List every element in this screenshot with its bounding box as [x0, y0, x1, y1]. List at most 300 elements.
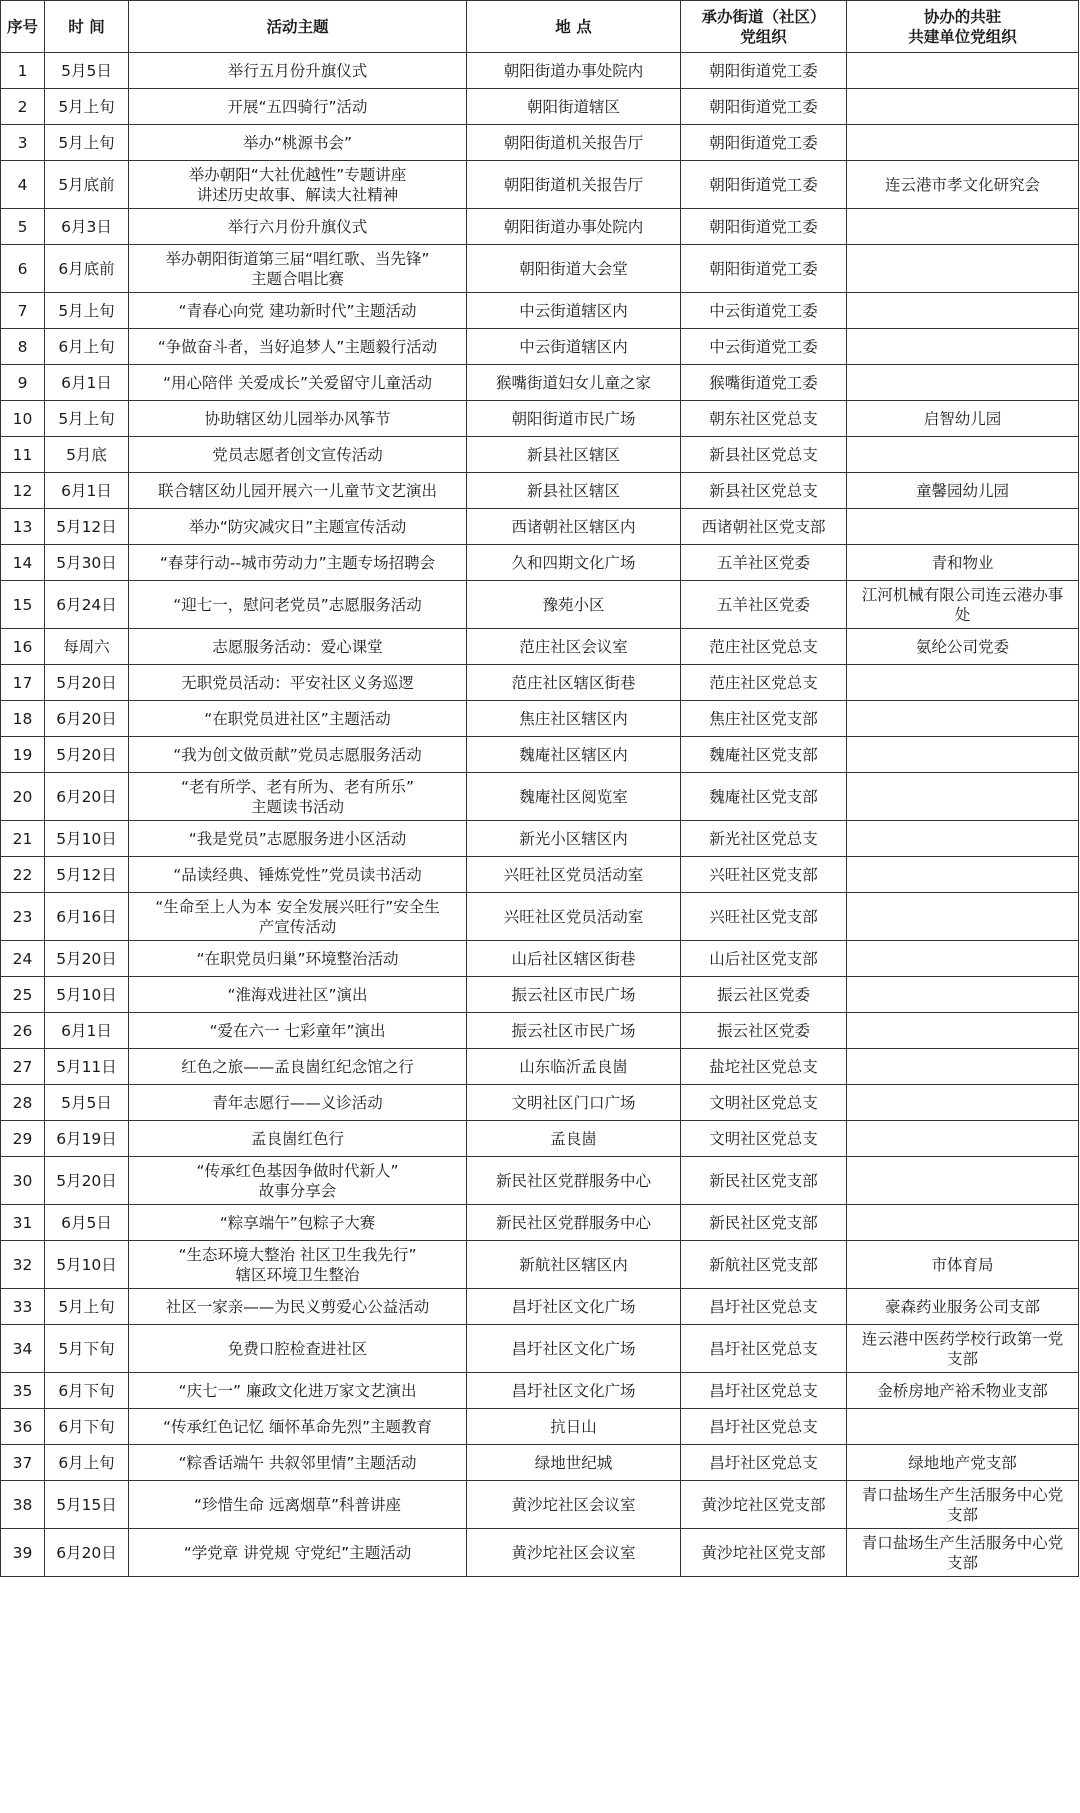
cell-host-text: 五羊社区党委 — [716, 595, 810, 614]
cell-theme-text: 开展“五四骑行”活动 — [227, 97, 368, 116]
table-row — [1, 1121, 1079, 1157]
cell-host-text: 昌圩社区党总支 — [709, 1453, 818, 1472]
cell-time-text: 5月下旬 — [58, 1339, 115, 1358]
cell-place-text: 文明社区门口广场 — [511, 1093, 636, 1112]
cell-co-org — [847, 125, 1079, 161]
cell-theme — [129, 1373, 467, 1409]
cell-time-text: 5月15日 — [56, 1495, 117, 1514]
cell-time — [45, 1241, 129, 1289]
cell-time — [45, 665, 129, 701]
cell-place — [467, 629, 681, 665]
header-co-org: 协办的共驻 共建单位党组织 — [847, 1, 1079, 53]
cell-theme-text: 举办朝阳街道第三届“唱红歌、当先锋” 主题合唱比赛 — [165, 249, 430, 288]
cell-theme — [129, 161, 467, 209]
cell-no — [1, 701, 45, 737]
table-row — [1, 1157, 1079, 1205]
cell-place-text: 西诸朝社区辖区内 — [511, 517, 636, 536]
cell-host-text: 朝东社区党总支 — [709, 409, 818, 428]
cell-host — [681, 893, 847, 941]
cell-host-text: 五羊社区党委 — [716, 553, 810, 572]
table-body — [1, 53, 1079, 1577]
cell-theme — [129, 1085, 467, 1121]
cell-theme-text: “传承红色记忆 缅怀革命先烈”主题教育 — [163, 1417, 432, 1436]
table-row — [1, 125, 1079, 161]
cell-no-text: 9 — [17, 373, 28, 392]
cell-no — [1, 365, 45, 401]
cell-host-text: 兴旺社区党支部 — [709, 907, 818, 926]
cell-no — [1, 473, 45, 509]
cell-co-org — [847, 89, 1079, 125]
cell-theme-text: 举行五月份升旗仪式 — [227, 61, 368, 80]
cell-no — [1, 1409, 45, 1445]
cell-place-text: 兴旺社区党员活动室 — [503, 907, 644, 926]
cell-time-text: 6月16日 — [56, 907, 117, 926]
cell-host — [681, 1121, 847, 1157]
cell-host — [681, 665, 847, 701]
cell-no-text: 20 — [12, 787, 33, 806]
table-row — [1, 1373, 1079, 1409]
cell-time — [45, 1205, 129, 1241]
cell-time — [45, 857, 129, 893]
cell-time-text: 6月20日 — [56, 709, 117, 728]
table-row — [1, 581, 1079, 629]
cell-place-text: 兴旺社区党员活动室 — [503, 865, 644, 884]
cell-time-text: 5月12日 — [56, 865, 117, 884]
cell-theme-text: 孟良崮红色行 — [250, 1129, 344, 1148]
cell-place-text: 豫苑小区 — [542, 595, 605, 614]
cell-no-text: 1 — [17, 61, 28, 80]
cell-no-text: 33 — [12, 1297, 33, 1316]
cell-co-org — [847, 545, 1079, 581]
cell-time-text: 6月1日 — [61, 481, 112, 500]
cell-host-text: 新民社区党支部 — [709, 1171, 818, 1190]
cell-co-org — [847, 773, 1079, 821]
cell-theme-text: “粽享端午”包粽子大赛 — [219, 1213, 376, 1232]
cell-co-org — [847, 701, 1079, 737]
cell-place-text: 焦庄社区辖区内 — [519, 709, 628, 728]
cell-co-org-text: 豪森药业服务公司支部 — [884, 1297, 1040, 1316]
cell-co-org — [847, 509, 1079, 545]
cell-co-org — [847, 821, 1079, 857]
cell-place — [467, 1529, 681, 1577]
cell-no — [1, 1013, 45, 1049]
cell-theme-text: “学党章 讲党规 守党纪”主题活动 — [183, 1543, 412, 1562]
cell-theme — [129, 53, 467, 89]
cell-place — [467, 1241, 681, 1289]
cell-time-text: 6月24日 — [56, 595, 117, 614]
cell-host — [681, 1157, 847, 1205]
cell-time — [45, 1157, 129, 1205]
cell-theme-text: “传承红色基因争做时代新人” 故事分享会 — [196, 1161, 399, 1200]
cell-host-text: 昌圩社区党总支 — [709, 1417, 818, 1436]
cell-theme-text: 联合辖区幼儿园开展六一儿童节文艺演出 — [157, 481, 437, 500]
cell-no-text: 29 — [12, 1129, 33, 1148]
cell-host — [681, 473, 847, 509]
cell-theme-text: 免费口腔检查进社区 — [227, 1339, 368, 1358]
cell-co-org — [847, 1049, 1079, 1085]
cell-time-text: 6月19日 — [56, 1129, 117, 1148]
cell-time — [45, 401, 129, 437]
table-row — [1, 1289, 1079, 1325]
cell-host — [681, 509, 847, 545]
cell-theme-text: “我是党员”志愿服务进小区活动 — [188, 829, 407, 848]
cell-co-org — [847, 857, 1079, 893]
header-place: 地 点 — [467, 1, 681, 53]
cell-host-text: 西诸朝社区党支部 — [701, 517, 826, 536]
cell-place — [467, 1121, 681, 1157]
cell-time-text: 5月20日 — [56, 745, 117, 764]
cell-co-org — [847, 245, 1079, 293]
table-row — [1, 209, 1079, 245]
cell-theme-text: 举办朝阳“大社优越性”专题讲座 讲述历史故事、解读大社精神 — [188, 165, 407, 204]
cell-co-org — [847, 437, 1079, 473]
cell-theme — [129, 1121, 467, 1157]
cell-host-text: 魏庵社区党支部 — [709, 787, 818, 806]
table-row — [1, 773, 1079, 821]
cell-no — [1, 857, 45, 893]
cell-theme-text: “在职党员归巢”环境整治活动 — [196, 949, 399, 968]
cell-host — [681, 293, 847, 329]
table-header — [1, 1, 1079, 53]
cell-no — [1, 509, 45, 545]
cell-theme-text: “用心陪伴 关爱成长”关爱留守儿童活动 — [163, 373, 432, 392]
cell-place — [467, 1409, 681, 1445]
cell-host — [681, 437, 847, 473]
cell-co-org — [847, 941, 1079, 977]
cell-place — [467, 545, 681, 581]
cell-time-text: 6月20日 — [56, 1543, 117, 1562]
cell-no-text: 24 — [12, 949, 33, 968]
cell-time — [45, 161, 129, 209]
cell-no — [1, 437, 45, 473]
cell-host — [681, 629, 847, 665]
cell-theme — [129, 293, 467, 329]
table-row — [1, 1529, 1079, 1577]
cell-co-org-text: 市体育局 — [931, 1255, 994, 1274]
cell-no — [1, 737, 45, 773]
cell-no — [1, 245, 45, 293]
cell-co-org — [847, 161, 1079, 209]
cell-theme — [129, 509, 467, 545]
cell-time — [45, 629, 129, 665]
cell-host-text: 范庄社区党总支 — [709, 637, 818, 656]
cell-host-text: 朝阳街道党工委 — [709, 61, 818, 80]
cell-host — [681, 89, 847, 125]
cell-host — [681, 821, 847, 857]
cell-theme — [129, 857, 467, 893]
cell-theme — [129, 581, 467, 629]
cell-no-text: 34 — [12, 1339, 33, 1358]
cell-theme — [129, 473, 467, 509]
cell-place — [467, 1289, 681, 1325]
cell-host-text: 魏庵社区党支部 — [709, 745, 818, 764]
cell-no — [1, 1529, 45, 1577]
cell-host — [681, 1325, 847, 1373]
cell-co-org-text: 金桥房地产裕禾物业支部 — [877, 1381, 1048, 1400]
cell-host-text: 振云社区党委 — [716, 985, 810, 1004]
table-row — [1, 629, 1079, 665]
cell-no — [1, 941, 45, 977]
cell-theme-text: 志愿服务活动：爱心课堂 — [212, 637, 383, 656]
cell-co-org — [847, 1481, 1079, 1529]
cell-co-org — [847, 329, 1079, 365]
cell-co-org — [847, 893, 1079, 941]
cell-place — [467, 473, 681, 509]
cell-host — [681, 365, 847, 401]
cell-co-org — [847, 1121, 1079, 1157]
table-row — [1, 365, 1079, 401]
cell-no-text: 17 — [12, 673, 33, 692]
cell-time-text: 5月上旬 — [58, 97, 115, 116]
cell-co-org — [847, 1013, 1079, 1049]
cell-host — [681, 1049, 847, 1085]
cell-no-text: 8 — [17, 337, 28, 356]
cell-co-org — [847, 1085, 1079, 1121]
cell-theme — [129, 821, 467, 857]
cell-host — [681, 701, 847, 737]
cell-co-org-text: 氨纶公司党委 — [915, 637, 1009, 656]
cell-theme — [129, 1205, 467, 1241]
cell-time — [45, 125, 129, 161]
cell-time-text: 6月1日 — [61, 373, 112, 392]
cell-time-text: 5月上旬 — [58, 409, 115, 428]
cell-host-text: 焦庄社区党支部 — [709, 709, 818, 728]
cell-co-org — [847, 1373, 1079, 1409]
cell-time — [45, 365, 129, 401]
cell-theme — [129, 89, 467, 125]
cell-time — [45, 977, 129, 1013]
cell-host-text: 兴旺社区党支部 — [709, 865, 818, 884]
cell-no — [1, 161, 45, 209]
cell-place — [467, 737, 681, 773]
cell-host — [681, 857, 847, 893]
cell-place — [467, 365, 681, 401]
cell-no — [1, 89, 45, 125]
cell-time — [45, 293, 129, 329]
cell-theme — [129, 977, 467, 1013]
cell-time — [45, 1289, 129, 1325]
table-row — [1, 821, 1079, 857]
table-row — [1, 401, 1079, 437]
cell-place-text: 新民社区党群服务中心 — [495, 1213, 651, 1232]
cell-place-text: 朝阳街道机关报告厅 — [503, 133, 644, 152]
cell-no — [1, 1085, 45, 1121]
cell-host-text: 新光社区党总支 — [709, 829, 818, 848]
cell-no — [1, 665, 45, 701]
cell-host-text: 朝阳街道党工委 — [709, 97, 818, 116]
cell-place-text: 昌圩社区文化广场 — [511, 1381, 636, 1400]
table-row — [1, 329, 1079, 365]
cell-time-text: 6月下旬 — [58, 1417, 115, 1436]
cell-place-text: 抗日山 — [550, 1417, 597, 1436]
cell-time-text: 5月底前 — [58, 175, 115, 194]
cell-place-text: 山后社区辖区街巷 — [511, 949, 636, 968]
cell-place-text: 久和四期文化广场 — [511, 553, 636, 572]
cell-co-org-text: 青口盐场生产生活服务中心党 支部 — [861, 1533, 1064, 1572]
cell-theme — [129, 1157, 467, 1205]
cell-time-text: 5月5日 — [61, 1093, 112, 1112]
cell-theme-text: 青年志愿行——义诊活动 — [212, 1093, 383, 1112]
cell-no — [1, 401, 45, 437]
cell-theme-text: 举办“桃源书会” — [242, 133, 353, 152]
cell-no-text: 4 — [17, 175, 28, 194]
table-row — [1, 245, 1079, 293]
cell-host — [681, 1085, 847, 1121]
cell-theme — [129, 1481, 467, 1529]
cell-host-text: 黄沙坨社区党支部 — [701, 1495, 826, 1514]
cell-time — [45, 773, 129, 821]
cell-place-text: 中云街道辖区内 — [519, 337, 628, 356]
cell-place — [467, 245, 681, 293]
cell-time-text: 5月10日 — [56, 829, 117, 848]
cell-host-text: 新县社区党总支 — [709, 445, 818, 464]
cell-time — [45, 1409, 129, 1445]
cell-host — [681, 545, 847, 581]
cell-time-text: 6月上旬 — [58, 337, 115, 356]
cell-place-text: 孟良崮 — [550, 1129, 597, 1148]
cell-host — [681, 1481, 847, 1529]
table-row — [1, 89, 1079, 125]
table-row — [1, 977, 1079, 1013]
cell-no — [1, 1121, 45, 1157]
cell-host-text: 朝阳街道党工委 — [709, 217, 818, 236]
header-time: 时 间 — [45, 1, 129, 53]
cell-place — [467, 1049, 681, 1085]
cell-place — [467, 1325, 681, 1373]
cell-no-text: 5 — [17, 217, 28, 236]
cell-time — [45, 329, 129, 365]
table-row — [1, 1049, 1079, 1085]
cell-time — [45, 1325, 129, 1373]
cell-theme — [129, 1409, 467, 1445]
cell-theme — [129, 125, 467, 161]
cell-time-text: 5月底 — [66, 445, 107, 464]
cell-time — [45, 1445, 129, 1481]
cell-time-text: 5月20日 — [56, 949, 117, 968]
cell-place — [467, 893, 681, 941]
cell-no-text: 3 — [17, 133, 28, 152]
table-row — [1, 701, 1079, 737]
cell-host-text: 黄沙坨社区党支部 — [701, 1543, 826, 1562]
cell-theme — [129, 893, 467, 941]
cell-place-text: 新航社区辖区内 — [519, 1255, 628, 1274]
cell-no-text: 18 — [12, 709, 33, 728]
cell-place-text: 新民社区党群服务中心 — [495, 1171, 651, 1190]
cell-no-text: 7 — [17, 301, 28, 320]
cell-no-text: 11 — [12, 445, 33, 464]
cell-place-text: 朝阳街道市民广场 — [511, 409, 636, 428]
cell-co-org — [847, 1409, 1079, 1445]
table-row — [1, 737, 1079, 773]
cell-time-text: 6月5日 — [61, 1213, 112, 1232]
cell-co-org-text: 青和物业 — [931, 553, 994, 572]
cell-theme-text: “争做奋斗者，当好追梦人”主题毅行活动 — [157, 337, 438, 356]
cell-host — [681, 1529, 847, 1577]
cell-no-text: 39 — [12, 1543, 33, 1562]
cell-co-org — [847, 473, 1079, 509]
cell-host — [681, 401, 847, 437]
cell-time — [45, 737, 129, 773]
cell-host-text: 猴嘴街道党工委 — [709, 373, 818, 392]
cell-host-text: 山后社区党支部 — [709, 949, 818, 968]
cell-theme-text: “我为创文做贡献”党员志愿服务活动 — [173, 745, 422, 764]
cell-no — [1, 629, 45, 665]
cell-co-org — [847, 737, 1079, 773]
cell-time-text: 6月1日 — [61, 1021, 112, 1040]
cell-no — [1, 1325, 45, 1373]
cell-time — [45, 701, 129, 737]
cell-theme — [129, 1049, 467, 1085]
cell-time — [45, 821, 129, 857]
cell-host — [681, 125, 847, 161]
cell-place — [467, 209, 681, 245]
cell-no — [1, 1289, 45, 1325]
table-row — [1, 1085, 1079, 1121]
cell-place-text: 朝阳街道办事处院内 — [503, 217, 644, 236]
cell-no — [1, 1049, 45, 1085]
cell-host-text: 文明社区党总支 — [709, 1129, 818, 1148]
cell-theme-text: “春芽行动--城市劳动力”主题专场招聘会 — [159, 553, 436, 572]
cell-time — [45, 1121, 129, 1157]
cell-host — [681, 1409, 847, 1445]
cell-no-text: 22 — [12, 865, 33, 884]
cell-theme-text: 举行六月份升旗仪式 — [227, 217, 368, 236]
cell-time — [45, 473, 129, 509]
cell-co-org — [847, 1157, 1079, 1205]
cell-time-text: 5月10日 — [56, 985, 117, 1004]
cell-theme — [129, 701, 467, 737]
cell-theme — [129, 1013, 467, 1049]
cell-no-text: 6 — [17, 259, 28, 278]
cell-no-text: 12 — [12, 481, 33, 500]
cell-theme-text: “青春心向党 建功新时代”主题活动 — [178, 301, 417, 320]
cell-time — [45, 209, 129, 245]
table-row — [1, 1409, 1079, 1445]
cell-theme-text: “老有所学、老有所为、老有所乐” 主题读书活动 — [180, 777, 415, 816]
cell-host — [681, 977, 847, 1013]
cell-time-text: 5月10日 — [56, 1255, 117, 1274]
cell-co-org — [847, 53, 1079, 89]
cell-no — [1, 977, 45, 1013]
cell-time-text: 5月12日 — [56, 517, 117, 536]
header-theme: 活动主题 — [129, 1, 467, 53]
cell-no-text: 14 — [12, 553, 33, 572]
cell-no — [1, 821, 45, 857]
cell-co-org — [847, 1205, 1079, 1241]
cell-co-org-text: 启智幼儿园 — [923, 409, 1002, 428]
cell-no-text: 31 — [12, 1213, 33, 1232]
cell-host-text: 朝阳街道党工委 — [709, 175, 818, 194]
cell-host — [681, 941, 847, 977]
cell-theme — [129, 1445, 467, 1481]
cell-no — [1, 329, 45, 365]
cell-theme — [129, 365, 467, 401]
cell-co-org — [847, 293, 1079, 329]
cell-no — [1, 1205, 45, 1241]
cell-theme — [129, 329, 467, 365]
cell-no-text: 15 — [12, 595, 33, 614]
cell-no-text: 2 — [17, 97, 28, 116]
cell-no — [1, 773, 45, 821]
cell-no-text: 32 — [12, 1255, 33, 1274]
cell-time-text: 6月20日 — [56, 787, 117, 806]
cell-theme-text: “迎七一，慰问老党员”志愿服务活动 — [173, 595, 422, 614]
cell-no-text: 23 — [12, 907, 33, 926]
cell-place-text: 新光小区辖区内 — [519, 829, 628, 848]
cell-place-text: 猴嘴街道妇女儿童之家 — [495, 373, 651, 392]
cell-place-text: 魏庵社区阅览室 — [519, 787, 628, 806]
cell-no-text: 38 — [12, 1495, 33, 1514]
